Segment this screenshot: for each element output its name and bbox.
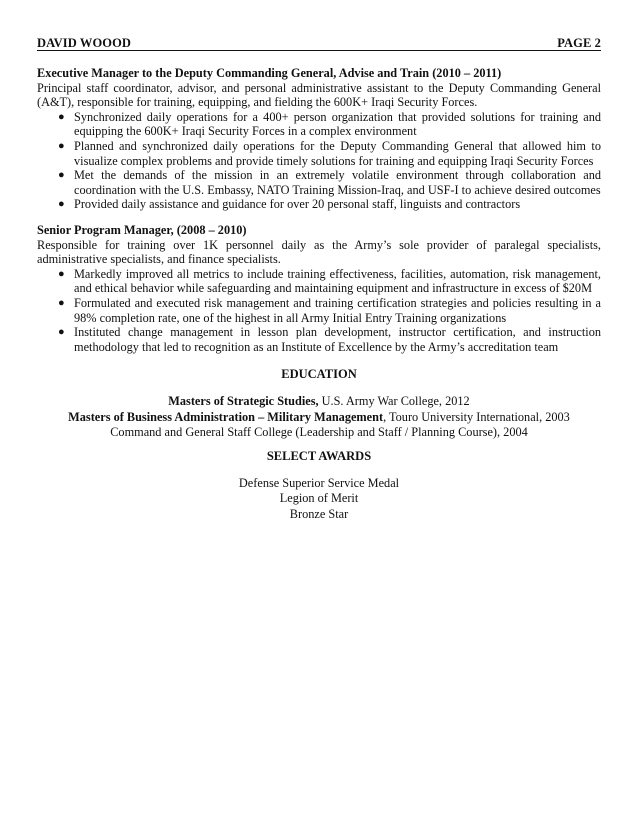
bullet-icon: ●	[58, 296, 65, 309]
bullet-icon: ●	[58, 267, 65, 280]
page-header	[37, 36, 601, 51]
job-title: Executive Manager to the Deputy Commanding General, Advise and Train (2010 – 2011)	[37, 66, 502, 80]
list-item: ● Instituted change management in lesson plan development, instructor certification, and instruction methodology that led to recognition as an Institute of Excellence by the Army’s accreditation team	[58, 325, 601, 354]
resume-page	[37, 36, 601, 522]
award-item: Bronze Star	[289, 506, 349, 521]
awards-heading: SELECT AWARDS	[266, 449, 372, 464]
job-entry	[37, 223, 601, 354]
bullet-icon: ●	[58, 169, 65, 182]
list-item: ● Formulated and executed risk management and training certification strategies and policies resulting in a 98% completion rate, one of the highest in all Army Initial Entry Training organizations	[58, 295, 601, 325]
page-number: PAGE 2	[557, 36, 601, 50]
awards-list	[37, 476, 601, 522]
list-item: ● Markedly improved all metrics to include training effectiveness, facilities, automation, risk management, and ethical behavior while safeguarding and maintaining equipment and infrastructure in excess of $20M	[58, 266, 601, 296]
list-item: ● Synchronized daily operations for a 400+ person organization that provided solutions for training and equipping the 600K+ Iraqi Security Forces in a complex environment	[58, 109, 601, 139]
education-list	[37, 394, 601, 440]
job-bullets	[37, 267, 601, 355]
bullet-icon: ●	[58, 139, 65, 152]
job-entry	[37, 66, 601, 212]
list-item: ● Met the demands of the mission in an extremely volatile environment through collaboration and coordination with the U.S. Embassy, NATO Training Mission-Iraq, and USF-I to achieve desired outcomes	[58, 168, 601, 197]
award-item: Defense Superior Service Medal	[238, 476, 400, 491]
job-description: Responsible for training over 1K personnel daily as the Army’s sole provider of paralegal specialists, administrative specialists, and finance specialists.	[37, 237, 601, 267]
education-entry: Masters of Business Administration – Military Management, Touro University International, 2003	[68, 409, 570, 424]
bullet-icon: ●	[58, 326, 65, 339]
bullet-icon: ●	[58, 198, 65, 211]
job-bullets	[37, 110, 601, 212]
education-entry: Command and General Staff College (Leadership and Staff / Planning Course), 2004	[110, 424, 528, 439]
list-item: ● Planned and synchronized daily operations for the Deputy Commanding General that allowed him to visualize complex problems and provide timely solutions for training and equipping Iraqi Security Forces	[58, 138, 601, 168]
list-item: ● Provided daily assistance and guidance for over 20 personal staff, linguists and contractors	[58, 197, 521, 212]
award-item: Legion of Merit	[279, 491, 359, 506]
education-heading: EDUCATION	[281, 367, 357, 382]
job-description: Principal staff coordinator, advisor, and personal administrative assistant to the Deputy Commanding General (A&T), responsible for training, equipping, and fielding the 600K+ Iraqi Security Forces.	[37, 80, 601, 110]
job-title: Senior Program Manager, (2008 – 2010)	[37, 222, 247, 237]
candidate-name: DAVID WOOOD	[37, 36, 132, 50]
education-entry: Masters of Strategic Studies, U.S. Army War College, 2012	[168, 394, 470, 409]
bullet-icon: ●	[58, 110, 65, 123]
